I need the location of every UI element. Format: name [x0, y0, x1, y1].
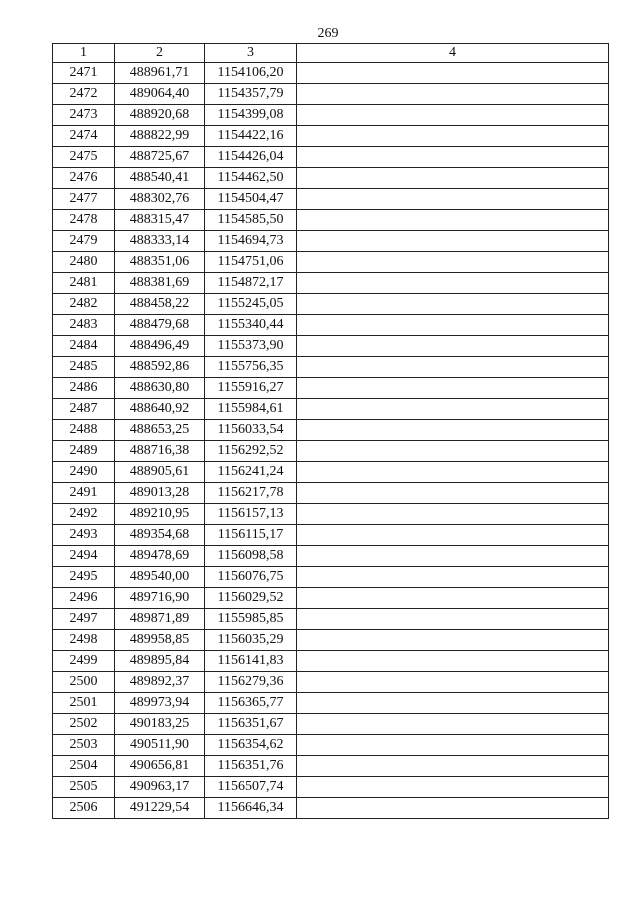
- x-coordinate-cell: 490963,17: [115, 777, 205, 798]
- point-number-cell: 2506: [53, 798, 115, 819]
- description-cell: [297, 714, 609, 735]
- x-coordinate-cell: 489716,90: [115, 588, 205, 609]
- description-cell: [297, 525, 609, 546]
- table-row: [53, 672, 609, 693]
- x-coordinate-cell: 488540,41: [115, 168, 205, 189]
- y-coordinate-cell: 1156646,34: [205, 798, 297, 819]
- point-number-cell: 2491: [53, 483, 115, 504]
- table-row: [53, 777, 609, 798]
- point-number-cell: 2502: [53, 714, 115, 735]
- table-row: [53, 126, 609, 147]
- x-coordinate-cell: 489895,84: [115, 651, 205, 672]
- table-row: [53, 735, 609, 756]
- x-coordinate-cell: 488479,68: [115, 315, 205, 336]
- x-coordinate-cell: 490183,25: [115, 714, 205, 735]
- point-number-cell: 2497: [53, 609, 115, 630]
- y-coordinate-cell: 1154422,16: [205, 126, 297, 147]
- description-cell: [297, 168, 609, 189]
- y-coordinate-cell: 1155756,35: [205, 357, 297, 378]
- table-row: [53, 483, 609, 504]
- y-coordinate-cell: 1156098,58: [205, 546, 297, 567]
- y-coordinate-cell: 1156365,77: [205, 693, 297, 714]
- table-row: [53, 252, 609, 273]
- x-coordinate-cell: 489871,89: [115, 609, 205, 630]
- description-cell: [297, 210, 609, 231]
- table-row: [53, 714, 609, 735]
- table-row: [53, 588, 609, 609]
- y-coordinate-cell: 1155245,05: [205, 294, 297, 315]
- y-coordinate-cell: 1156292,52: [205, 441, 297, 462]
- y-coordinate-cell: 1156115,17: [205, 525, 297, 546]
- x-coordinate-cell: 488630,80: [115, 378, 205, 399]
- description-cell: [297, 672, 609, 693]
- point-number-cell: 2471: [53, 63, 115, 84]
- table-row: [53, 504, 609, 525]
- y-coordinate-cell: 1154462,50: [205, 168, 297, 189]
- description-cell: [297, 231, 609, 252]
- y-coordinate-cell: 1155340,44: [205, 315, 297, 336]
- point-number-cell: 2494: [53, 546, 115, 567]
- description-cell: [297, 63, 609, 84]
- point-number-cell: 2488: [53, 420, 115, 441]
- description-cell: [297, 84, 609, 105]
- x-coordinate-cell: 488592,86: [115, 357, 205, 378]
- description-cell: [297, 399, 609, 420]
- description-cell: [297, 147, 609, 168]
- x-coordinate-cell: 488333,14: [115, 231, 205, 252]
- table-row: [53, 693, 609, 714]
- x-coordinate-cell: 489478,69: [115, 546, 205, 567]
- description-cell: [297, 504, 609, 525]
- table-row: [53, 147, 609, 168]
- description-cell: [297, 462, 609, 483]
- x-coordinate-cell: 489013,28: [115, 483, 205, 504]
- point-number-cell: 2483: [53, 315, 115, 336]
- x-coordinate-cell: 488381,69: [115, 273, 205, 294]
- point-number-cell: 2474: [53, 126, 115, 147]
- table-row: [53, 441, 609, 462]
- description-cell: [297, 378, 609, 399]
- description-cell: [297, 756, 609, 777]
- x-coordinate-cell: 488822,99: [115, 126, 205, 147]
- description-cell: [297, 651, 609, 672]
- point-number-cell: 2480: [53, 252, 115, 273]
- y-coordinate-cell: 1156029,52: [205, 588, 297, 609]
- y-coordinate-cell: 1154751,06: [205, 252, 297, 273]
- description-cell: [297, 609, 609, 630]
- description-cell: [297, 189, 609, 210]
- table-row: [53, 210, 609, 231]
- point-number-cell: 2478: [53, 210, 115, 231]
- table-row: [53, 189, 609, 210]
- table-row: [53, 336, 609, 357]
- y-coordinate-cell: 1155985,85: [205, 609, 297, 630]
- point-number-cell: 2495: [53, 567, 115, 588]
- table-row: [53, 609, 609, 630]
- table-row: [53, 546, 609, 567]
- point-number-cell: 2505: [53, 777, 115, 798]
- y-coordinate-cell: 1156141,83: [205, 651, 297, 672]
- table-row: [53, 756, 609, 777]
- point-number-cell: 2475: [53, 147, 115, 168]
- column-header-1: 1: [53, 44, 115, 63]
- table-row: [53, 378, 609, 399]
- y-coordinate-cell: 1156217,78: [205, 483, 297, 504]
- description-cell: [297, 798, 609, 819]
- description-cell: [297, 273, 609, 294]
- table-body: [53, 63, 609, 819]
- description-cell: [297, 588, 609, 609]
- x-coordinate-cell: 488496,49: [115, 336, 205, 357]
- x-coordinate-cell: 489354,68: [115, 525, 205, 546]
- y-coordinate-cell: 1156157,13: [205, 504, 297, 525]
- table-row: [53, 357, 609, 378]
- y-coordinate-cell: 1154504,47: [205, 189, 297, 210]
- y-coordinate-cell: 1155373,90: [205, 336, 297, 357]
- description-cell: [297, 777, 609, 798]
- point-number-cell: 2492: [53, 504, 115, 525]
- x-coordinate-cell: 488315,47: [115, 210, 205, 231]
- table-row: [53, 273, 609, 294]
- y-coordinate-cell: 1156351,67: [205, 714, 297, 735]
- description-cell: [297, 336, 609, 357]
- point-number-cell: 2472: [53, 84, 115, 105]
- y-coordinate-cell: 1154426,04: [205, 147, 297, 168]
- point-number-cell: 2503: [53, 735, 115, 756]
- x-coordinate-cell: 488302,76: [115, 189, 205, 210]
- table-header-row: [53, 44, 609, 63]
- y-coordinate-cell: 1156354,62: [205, 735, 297, 756]
- point-number-cell: 2499: [53, 651, 115, 672]
- x-coordinate-cell: 488725,67: [115, 147, 205, 168]
- y-coordinate-cell: 1154357,79: [205, 84, 297, 105]
- point-number-cell: 2493: [53, 525, 115, 546]
- column-header-2: 2: [115, 44, 205, 63]
- table-row: [53, 399, 609, 420]
- table-row: [53, 651, 609, 672]
- x-coordinate-cell: 488351,06: [115, 252, 205, 273]
- table-row: [53, 420, 609, 441]
- y-coordinate-cell: 1154872,17: [205, 273, 297, 294]
- x-coordinate-cell: 488961,71: [115, 63, 205, 84]
- x-coordinate-cell: 489892,37: [115, 672, 205, 693]
- table-row: [53, 525, 609, 546]
- table-row: [53, 84, 609, 105]
- point-number-cell: 2504: [53, 756, 115, 777]
- x-coordinate-cell: 489064,40: [115, 84, 205, 105]
- table-row: [53, 168, 609, 189]
- point-number-cell: 2481: [53, 273, 115, 294]
- description-cell: [297, 483, 609, 504]
- y-coordinate-cell: 1155984,61: [205, 399, 297, 420]
- x-coordinate-cell: 488920,68: [115, 105, 205, 126]
- description-cell: [297, 126, 609, 147]
- y-coordinate-cell: 1154106,20: [205, 63, 297, 84]
- table-row: [53, 105, 609, 126]
- point-number-cell: 2487: [53, 399, 115, 420]
- y-coordinate-cell: 1154399,08: [205, 105, 297, 126]
- x-coordinate-cell: 489210,95: [115, 504, 205, 525]
- column-header-3: 3: [205, 44, 297, 63]
- point-number-cell: 2473: [53, 105, 115, 126]
- description-cell: [297, 252, 609, 273]
- description-cell: [297, 420, 609, 441]
- x-coordinate-cell: 488640,92: [115, 399, 205, 420]
- point-number-cell: 2489: [53, 441, 115, 462]
- point-number-cell: 2496: [53, 588, 115, 609]
- x-coordinate-cell: 488653,25: [115, 420, 205, 441]
- x-coordinate-cell: 488458,22: [115, 294, 205, 315]
- description-cell: [297, 315, 609, 336]
- point-number-cell: 2501: [53, 693, 115, 714]
- y-coordinate-cell: 1156033,54: [205, 420, 297, 441]
- x-coordinate-cell: 490511,90: [115, 735, 205, 756]
- point-number-cell: 2486: [53, 378, 115, 399]
- table-row: [53, 798, 609, 819]
- coordinates-table: [52, 43, 609, 819]
- table-row: [53, 63, 609, 84]
- point-number-cell: 2477: [53, 189, 115, 210]
- x-coordinate-cell: 489973,94: [115, 693, 205, 714]
- description-cell: [297, 735, 609, 756]
- x-coordinate-cell: 488716,38: [115, 441, 205, 462]
- page-number: 269: [317, 26, 339, 41]
- description-cell: [297, 441, 609, 462]
- y-coordinate-cell: 1156507,74: [205, 777, 297, 798]
- y-coordinate-cell: 1154694,73: [205, 231, 297, 252]
- x-coordinate-cell: 488905,61: [115, 462, 205, 483]
- table-row: [53, 231, 609, 252]
- description-cell: [297, 546, 609, 567]
- point-number-cell: 2490: [53, 462, 115, 483]
- table-row: [53, 294, 609, 315]
- description-cell: [297, 630, 609, 651]
- x-coordinate-cell: 490656,81: [115, 756, 205, 777]
- y-coordinate-cell: 1156076,75: [205, 567, 297, 588]
- description-cell: [297, 693, 609, 714]
- x-coordinate-cell: 489958,85: [115, 630, 205, 651]
- table-row: [53, 630, 609, 651]
- x-coordinate-cell: 489540,00: [115, 567, 205, 588]
- table-row: [53, 315, 609, 336]
- point-number-cell: 2476: [53, 168, 115, 189]
- point-number-cell: 2498: [53, 630, 115, 651]
- y-coordinate-cell: 1155916,27: [205, 378, 297, 399]
- point-number-cell: 2484: [53, 336, 115, 357]
- y-coordinate-cell: 1156241,24: [205, 462, 297, 483]
- y-coordinate-cell: 1156279,36: [205, 672, 297, 693]
- point-number-cell: 2485: [53, 357, 115, 378]
- column-header-4: 4: [297, 44, 609, 63]
- y-coordinate-cell: 1154585,50: [205, 210, 297, 231]
- y-coordinate-cell: 1156035,29: [205, 630, 297, 651]
- table-row: [53, 462, 609, 483]
- x-coordinate-cell: 491229,54: [115, 798, 205, 819]
- y-coordinate-cell: 1156351,76: [205, 756, 297, 777]
- description-cell: [297, 105, 609, 126]
- point-number-cell: 2479: [53, 231, 115, 252]
- description-cell: [297, 357, 609, 378]
- description-cell: [297, 567, 609, 588]
- point-number-cell: 2482: [53, 294, 115, 315]
- description-cell: [297, 294, 609, 315]
- point-number-cell: 2500: [53, 672, 115, 693]
- table-row: [53, 567, 609, 588]
